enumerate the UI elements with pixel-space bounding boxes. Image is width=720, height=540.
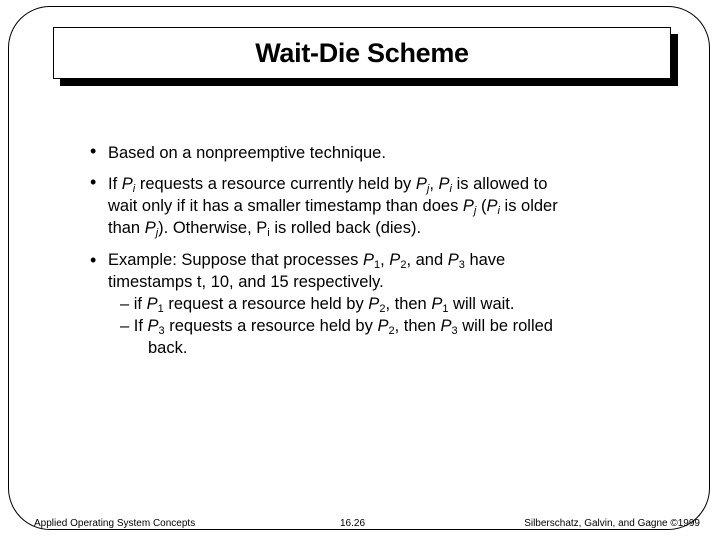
bullet-3-text [108,249,668,359]
footer-copyright: Silberschatz, Galvin, and Gagne ©1999 [524,518,700,529]
bullet-1-glyph: • [90,141,97,161]
sub-bullet-2-continuation: back. [148,339,188,357]
bullet-3-line-1: Example: Suppose that processes $P_1$, $P_2$, and $P_3$ have [108,251,506,271]
bullet-3-line-2: timestamps t, 10, and 15 respectively. [108,273,384,291]
bullet-1-text: Based on a nonpreemptive technique. [108,144,386,162]
bullet-2-line-1: If $P_i$ requests a resource currently held by $P_j$, $P_i$ is allowed to [108,175,548,195]
title-box [53,27,671,79]
bullet-2-line-2: wait only if it has a smaller timestamp than does $P_j$ ($P_i$ is older [108,197,558,217]
bullet-2-line-3: than $P_j$). Otherwise, $P_i$ is rolled back (dies). [108,219,422,239]
bullet-2-glyph: • [90,172,97,192]
sub-bullet-2: – If $P_3$ requests a resource held by $P_2$, then $P_3$ will be rolled [120,317,553,337]
footer-book-title: Applied Operating System Concepts [34,518,196,529]
bullet-3-glyph: • [90,250,97,270]
bullet-2-text [108,173,668,239]
slide-title: Wait-Die Scheme [255,37,469,68]
sub-bullet-1: – if $P_1$ request a resource held by $P_2$, then $P_1$ will wait. [120,295,515,315]
footer-page-number: 16.26 [340,518,366,529]
